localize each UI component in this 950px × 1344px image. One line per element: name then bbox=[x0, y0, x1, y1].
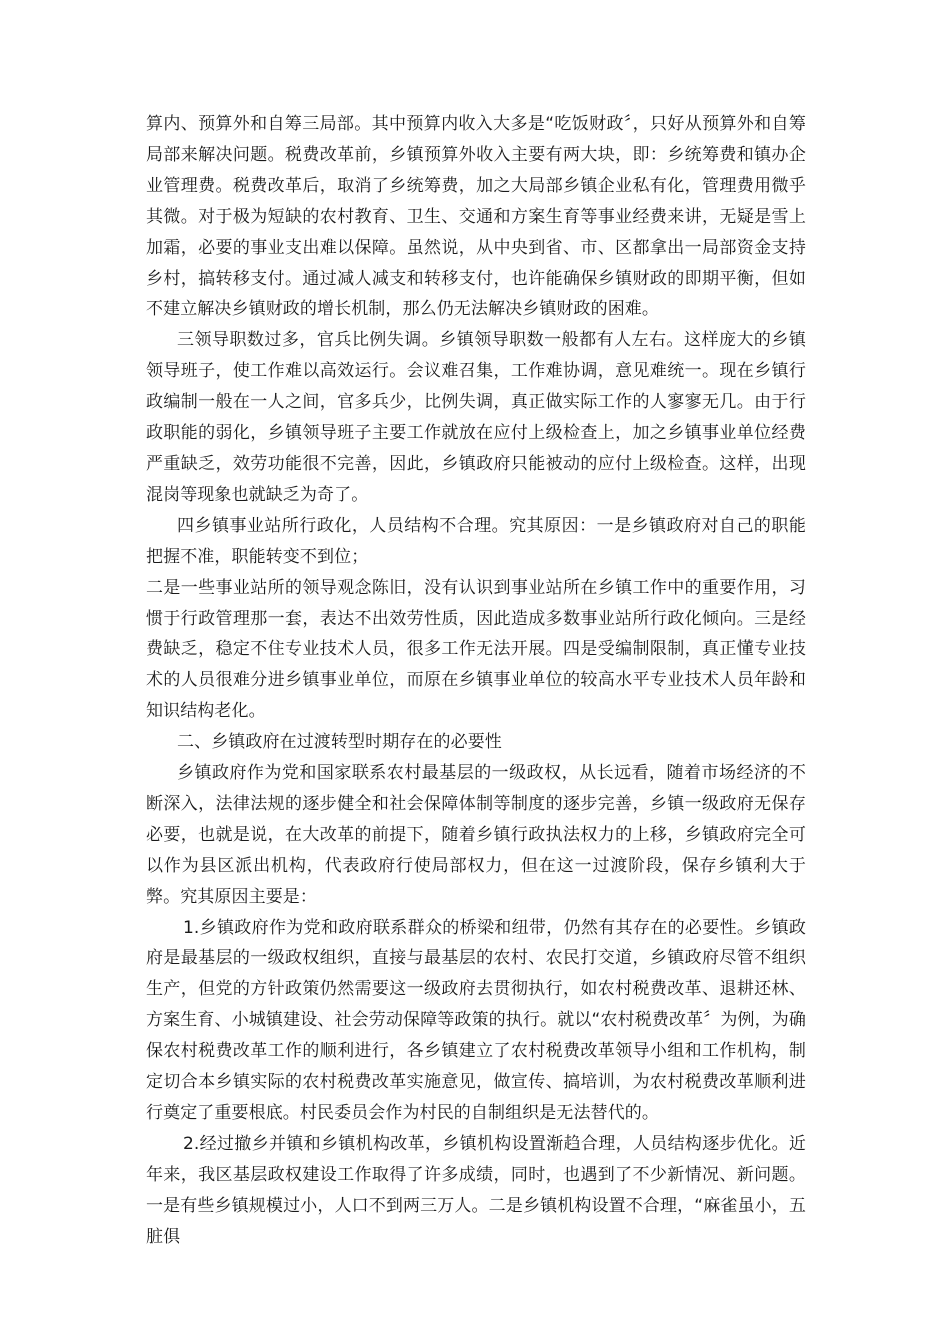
paragraph-item-one: 1.乡镇政府作为党和政府联系群众的桥梁和纽带，仍然有其存在的必要性。乡镇政府是最基层的一级政权组织，直接与最基层的农村、农民打交道，乡镇政府尽管不组织生产，但党的方针政策仍然需要这一级政府去贯彻执行，如农村税费改革、退耕还林、方案生育、小城镇建设、社会劳动保障等政策的执行。就以“农村税费改革〞为例，为确保农村税费改革工作的顺利进行，各乡镇建立了农村税费改革领导小组和工作机构，制定切合本乡镇实际的农村税费改革实施意见，做宣传、搞培训，为农村税费改革顺利进行奠定了重要根底。村民委员会作为村民的自制组织是无法替代的。 bbox=[146, 917, 806, 1123]
paragraph-item-two: 2.经过撤乡并镇和乡镇机构改革，乡镇机构设置渐趋合理，人员结构逐步优化。近年来，我区基层政权建设工作取得了许多成绩，同时，也遇到了不少新情况、新问题。一是有些乡镇规模过小，人口不到两三万人。二是乡镇机构设置不合理，“麻雀虽小，五脏俱 bbox=[146, 1133, 806, 1247]
paragraph-point-three: 三领导职数过多，官兵比例失调。乡镇领导职数一般都有人左右。这样庞大的乡镇领导班子，使工作难以高效运行。会议难召集，工作难协调，意见难统一。现在乡镇行政编制一般在一人之间，官多兵少，比例失调，真正做实际工作的人寥寥无几。由于行政职能的弱化，乡镇领导班子主要工作就放在应付上级检查上，加之乡镇事业单位经费严重缺乏，效劳功能很不完善，因此，乡镇政府只能被动的应付上级检查。这样，出现混岗等现象也就缺乏为奇了。 bbox=[146, 330, 806, 505]
document-page bbox=[146, 109, 806, 1253]
paragraph-point-four: 四乡镇事业站所行政化，人员结构不合理。究其原因：一是乡镇政府对自己的职能把握不准，职能转变不到位； bbox=[146, 515, 806, 567]
paragraph-section-two-intro: 乡镇政府作为党和国家联系农村最基层的一级政权，从长远看，随着市场经济的不断深入，法律法规的逐步健全和社会保障体制等制度的逐步完善，乡镇一级政府无保存必要，也就是说，在大改革的前提下，随着乡镇行政执法权力的上移，乡镇政府完全可以作为县区派出机构，代表政府行使局部权力，但在这一过渡阶段，保存乡镇利大于弊。究其原因主要是： bbox=[146, 763, 806, 907]
paragraph-point-four-continued: 二是一些事业站所的领导观念陈旧，没有认识到事业站所在乡镇工作中的重要作用，习惯于行政管理那一套，表达不出效劳性质，因此造成多数事业站所行政化倾向。三是经费缺乏，稳定不住专业技术人员，很多工作无法开展。四是受编制限制，真正懂专业技术的人员很难分进乡镇事业单位，而原在乡镇事业单位的较高水平专业技术人员年龄和知识结构老化。 bbox=[146, 577, 806, 722]
paragraph-finance-continued: 算内、预算外和自筹三局部。其中预算内收入大多是“吃饭财政〞，只好从预算外和自筹局部来解决问题。税费改革前，乡镇预算外收入主要有两大块，即：乡统筹费和镇办企业管理费。税费改革后，取消了乡统筹费，加之大局部乡镇企业私有化，管理费用微乎其微。对于极为短缺的农村教育、卫生、交通和方案生育等事业经费来讲，无疑是雪上加霜，必要的事业支出难以保障。虽然说，从中央到省、市、区都拿出一局部资金支持乡村，搞转移支付。通过减人减支和转移支付，也许能确保乡镇财政的即期平衡，但如不建立解决乡镇财政的增长机制，那么仍无法解决乡镇财政的困难。 bbox=[146, 114, 806, 320]
section-heading-two: 二、乡镇政府在过渡转型时期存在的必要性 bbox=[177, 732, 502, 753]
